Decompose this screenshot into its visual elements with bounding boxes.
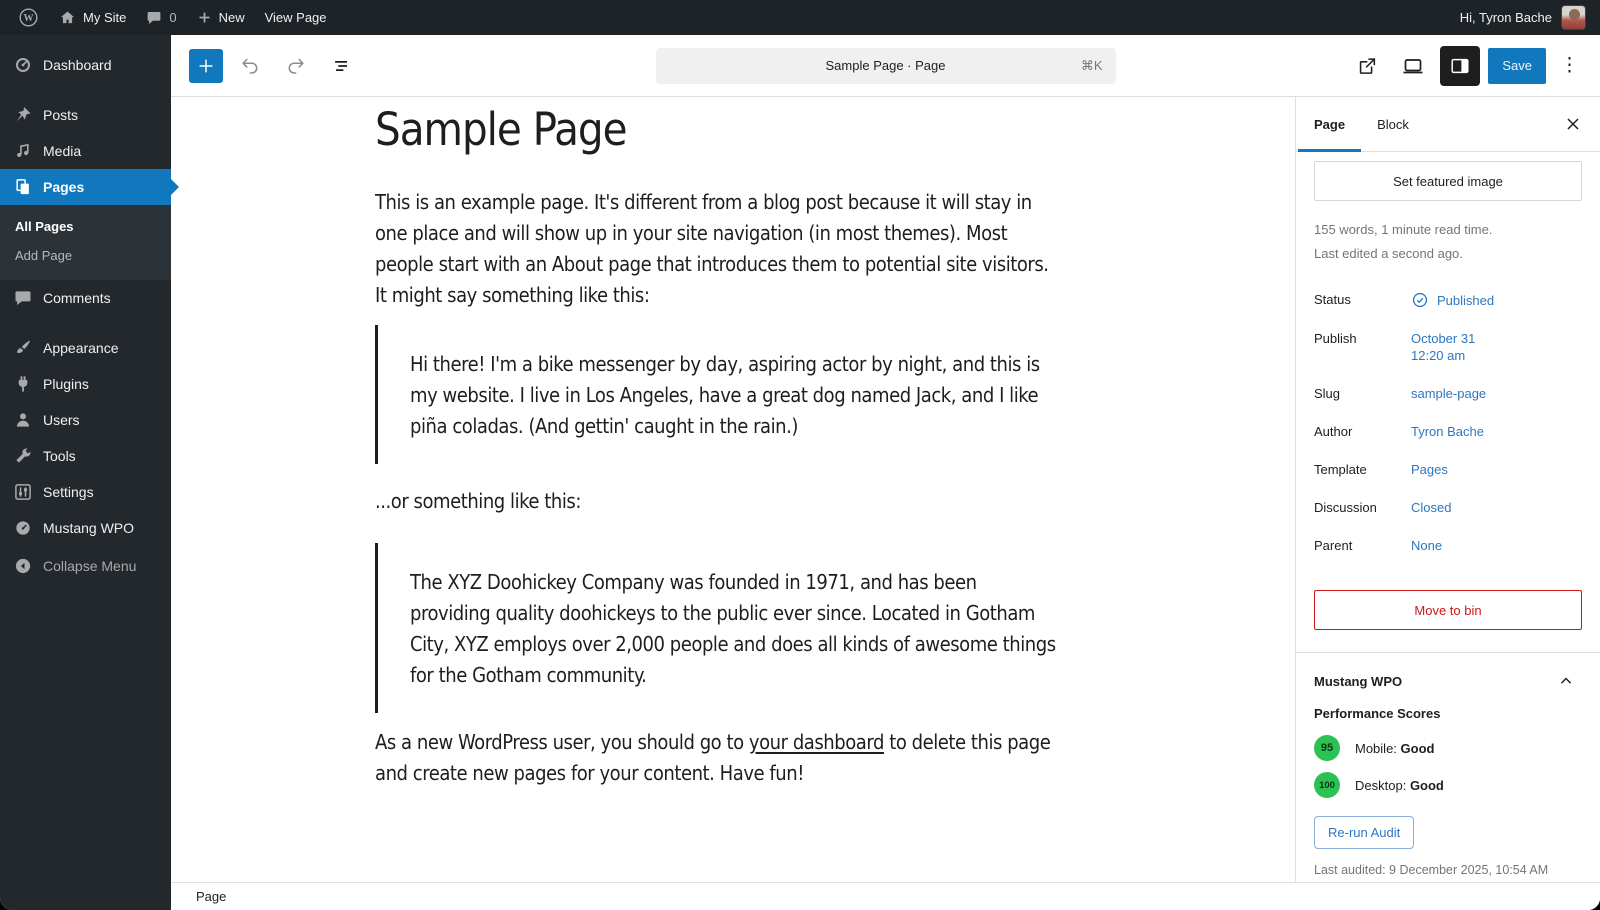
- quote-text: The XYZ Doohickey Company was founded in 1971, and has been providing quality doohickeys to the public ever since. Located in Gotham City, XYZ employs over 2,000 people and does all kinds of awesome things for the Gotham community.: [410, 570, 1056, 687]
- view-page-external-button[interactable]: [1348, 47, 1386, 85]
- my-site-link[interactable]: [49, 0, 136, 35]
- row-label: Slug: [1314, 386, 1341, 401]
- performance-scores-title: Performance Scores: [1314, 706, 1441, 721]
- wrench-icon: [13, 446, 33, 466]
- summary-row-discussion: [1314, 499, 1582, 516]
- device-label: Desktop:: [1355, 777, 1407, 793]
- options-menu-button[interactable]: [1554, 47, 1582, 85]
- collapse-menu-button[interactable]: [0, 548, 171, 584]
- admin-bar-account[interactable]: [1460, 5, 1596, 30]
- rating-label: Good: [1409, 777, 1444, 793]
- set-featured-image-button[interactable]: Set featured image: [1314, 161, 1582, 201]
- user-avatar: [1561, 5, 1586, 30]
- close-icon: [1562, 113, 1584, 135]
- paragraph-text: As a new WordPress user, you should go to: [375, 730, 749, 754]
- move-to-bin-button[interactable]: Move to bin: [1314, 590, 1582, 630]
- menu-label: Settings: [43, 484, 94, 500]
- redo-icon: [285, 55, 307, 77]
- menu-label: Posts: [43, 107, 79, 123]
- chevron-up-icon: [1556, 671, 1576, 691]
- paragraph-text: to delete this page and create new pages for your content. Have fun!: [375, 730, 1051, 785]
- preview-button[interactable]: [1394, 47, 1432, 85]
- summary-row-author: [1314, 423, 1582, 440]
- device-label: Mobile:: [1355, 740, 1397, 756]
- tab-block[interactable]: Block: [1361, 97, 1425, 151]
- command-palette[interactable]: [656, 48, 1116, 84]
- new-content-menu[interactable]: [187, 0, 255, 35]
- plus-icon: [197, 10, 212, 25]
- external-link-icon: [1356, 55, 1378, 77]
- sidebar-panel-icon: [1449, 55, 1471, 77]
- dashboard-gauge-icon: [13, 55, 33, 75]
- block-breadcrumb-bar: [171, 882, 1600, 910]
- svg-text:W: W: [23, 13, 34, 25]
- collapse-arrow-icon: [13, 556, 33, 576]
- summary-row-status: [1314, 291, 1582, 309]
- undo-icon: [239, 55, 261, 77]
- desktop-score-row: [1314, 772, 1582, 798]
- paragraph-block[interactable]: ...or something like this:: [375, 489, 581, 513]
- command-shortcut: ⌘K: [1080, 57, 1103, 73]
- menu-label: Collapse Menu: [43, 558, 137, 574]
- editor-area: [171, 35, 1600, 910]
- publish-date-line1: October 31: [1411, 331, 1476, 346]
- sidebar-item-all-pages[interactable]: All Pages: [15, 219, 74, 234]
- summary-row-template: [1314, 461, 1582, 478]
- editor-canvas[interactable]: [171, 97, 1295, 882]
- settings-tabs: [1296, 97, 1600, 152]
- post-content: [375, 103, 1059, 789]
- menu-separator: [0, 316, 171, 330]
- tab-page[interactable]: Page: [1298, 97, 1361, 151]
- row-label: Parent: [1314, 538, 1353, 553]
- rerun-audit-button[interactable]: Re-run Audit: [1314, 816, 1414, 849]
- sidebar-item-settings[interactable]: [0, 474, 171, 510]
- collapse-panel-button[interactable]: [1550, 670, 1582, 692]
- view-page-label: View Page: [264, 10, 327, 25]
- mustang-wpo-panel-header[interactable]: [1314, 653, 1582, 696]
- music-note-icon: [13, 141, 33, 161]
- panel-title: Mustang WPO: [1314, 673, 1403, 689]
- admin-menu: [0, 35, 171, 910]
- sidebar-item-media[interactable]: [0, 133, 171, 169]
- status-text: Published: [1437, 292, 1495, 308]
- mobile-score-badge: 95: [1314, 735, 1340, 761]
- sliders-icon: [13, 482, 33, 502]
- settings-panel: [1296, 152, 1600, 882]
- new-label: New: [218, 10, 245, 25]
- menu-label: Appearance: [43, 340, 119, 356]
- sidebar-item-appearance[interactable]: [0, 330, 171, 366]
- comments-icon: [13, 288, 33, 308]
- admin-bar: [0, 0, 1600, 35]
- menu-label: Media: [43, 143, 82, 159]
- menu-label: Tools: [43, 448, 76, 464]
- account-greeting: Hi, Tyron Bache: [1459, 10, 1552, 25]
- speedometer-icon: [13, 518, 33, 538]
- parent-value[interactable]: None: [1411, 538, 1443, 553]
- settings-sidebar-toggle[interactable]: [1440, 46, 1480, 86]
- summary-row-slug: [1314, 385, 1582, 402]
- summary-row-parent: [1314, 537, 1582, 554]
- close-sidebar-button[interactable]: [1556, 97, 1590, 151]
- comment-bubble-icon: [146, 10, 162, 26]
- page-title[interactable]: Sample Page: [375, 103, 627, 156]
- publish-date-value[interactable]: [1411, 330, 1475, 364]
- mobile-score-row: [1314, 735, 1582, 761]
- breadcrumb[interactable]: Page: [196, 889, 227, 904]
- menu-label: Users: [43, 412, 80, 428]
- pages-submenu: [0, 205, 171, 280]
- document-overview-button[interactable]: [323, 47, 361, 85]
- row-label: Discussion: [1314, 500, 1377, 515]
- discussion-value[interactable]: Closed: [1411, 500, 1452, 515]
- desktop-score-badge: 100: [1314, 772, 1340, 798]
- paintbrush-icon: [13, 338, 33, 358]
- list-view-icon: [331, 55, 353, 77]
- view-page-link[interactable]: [255, 0, 337, 35]
- word-count-meta: 155 words, 1 minute read time.: [1314, 222, 1493, 237]
- last-edited-meta: Last edited a second ago.: [1314, 246, 1463, 261]
- template-value[interactable]: Pages: [1411, 462, 1448, 477]
- quote-text: Hi there! I'm a bike messenger by day, aspiring actor by night, and this is my website. I live in Los Angeles, have a great dog named Jack, and I like piña coladas. (And gettin' caught in the rain.): [410, 352, 1040, 438]
- plus-icon: [195, 55, 217, 77]
- home-icon: [59, 9, 76, 26]
- wordpress-logo-icon: [18, 7, 39, 28]
- comments-count: 0: [169, 10, 177, 25]
- menu-separator: [0, 83, 171, 97]
- row-label: Template: [1314, 462, 1367, 477]
- menu-label: Comments: [43, 290, 111, 306]
- author-value[interactable]: Tyron Bache: [1411, 424, 1484, 439]
- plug-icon: [13, 374, 33, 394]
- publish-date-line2: 12:20 am: [1411, 348, 1466, 363]
- last-audited-text: Last audited: 9 December 2025, 10:54 AM: [1314, 863, 1549, 877]
- status-value[interactable]: [1411, 291, 1494, 309]
- sidebar-item-pages[interactable]: [0, 169, 171, 205]
- desktop-score-label: [1355, 778, 1444, 793]
- kebab-menu-icon: ⋮: [1560, 55, 1579, 76]
- my-site-label: My Site: [83, 10, 127, 25]
- mobile-score-label: [1355, 741, 1434, 756]
- menu-label: Pages: [43, 179, 85, 195]
- sidebar-item-mustang-wpo[interactable]: [0, 510, 171, 546]
- slug-value[interactable]: sample-page: [1411, 386, 1487, 401]
- row-label: Status: [1314, 292, 1351, 307]
- undo-button[interactable]: [231, 47, 269, 85]
- document-title: Sample Page · Page: [825, 58, 946, 73]
- pages-icon: [13, 177, 33, 197]
- settings-sidebar: [1295, 97, 1600, 882]
- laptop-icon: [1401, 54, 1425, 78]
- save-button[interactable]: Save: [1488, 48, 1546, 84]
- comments-shortcut[interactable]: [136, 0, 186, 35]
- sidebar-item-comments[interactable]: [0, 280, 171, 316]
- sidebar-item-dashboard[interactable]: [0, 47, 171, 83]
- rating-label: Good: [1400, 740, 1435, 756]
- redo-button[interactable]: [277, 47, 315, 85]
- sidebar-item-plugins[interactable]: [0, 366, 171, 402]
- menu-label: Dashboard: [43, 57, 112, 73]
- menu-label: Mustang WPO: [43, 520, 135, 536]
- sidebar-item-add-page[interactable]: Add Page: [15, 248, 73, 263]
- row-label: Publish: [1314, 331, 1357, 346]
- pushpin-icon: [13, 105, 33, 125]
- quote-block[interactable]: [375, 543, 1059, 713]
- check-circle-icon: [1411, 291, 1429, 309]
- dashboard-link[interactable]: your dashboard: [748, 730, 884, 754]
- block-inserter-button[interactable]: [189, 49, 223, 83]
- paragraph-block[interactable]: [375, 727, 1059, 789]
- sidebar-item-posts[interactable]: [0, 97, 171, 133]
- quote-block[interactable]: [375, 325, 1059, 464]
- wordpress-logo-menu[interactable]: [8, 0, 49, 35]
- menu-label: Plugins: [43, 376, 89, 392]
- sidebar-item-users[interactable]: [0, 402, 171, 438]
- paragraph-block[interactable]: This is an example page. It's different from a blog post because it will stay in one place and will show up in your site navigation (in most themes). Most people start with an About page that introduces them to potential site visitors. It might say something like this:: [375, 190, 1049, 307]
- sidebar-item-tools[interactable]: [0, 438, 171, 474]
- editor-toolbar: [171, 35, 1600, 97]
- user-icon: [13, 410, 33, 430]
- row-label: Author: [1314, 424, 1353, 439]
- summary-row-publish: [1314, 330, 1582, 364]
